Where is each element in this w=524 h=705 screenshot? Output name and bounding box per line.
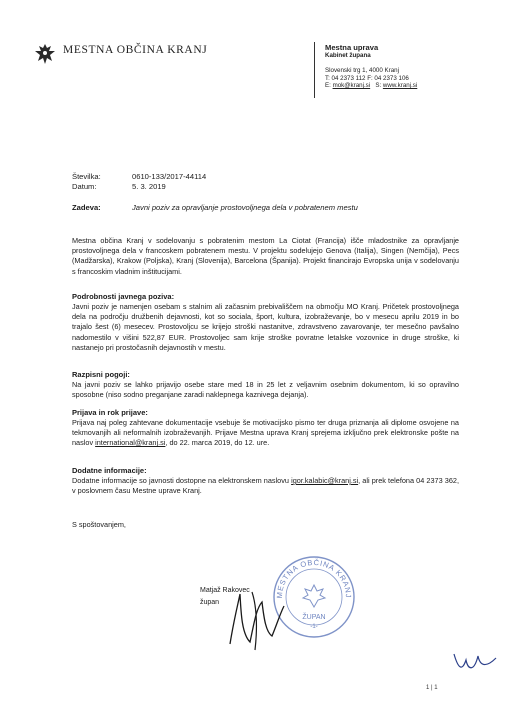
stamp-num: -1- (310, 624, 318, 630)
section-title-conditions: Razpisni pogoji: (72, 370, 130, 379)
signatory-name: Matjaž Rakovec (200, 587, 250, 594)
application-text-before: Prijava naj poleg zahtevane dokumentacije vsebuje še motivacijsko pismo ter druga priznanja ali diplome osvojene na tekmovanjih ali neformalnih izobraževanjih. Prijave Mestna uprava Kranj sprejema izključno prek elektronske pošte na naslov (72, 418, 459, 448)
eagle-icon (33, 42, 57, 66)
doc-date-value: 5. 3. 2019 (132, 182, 166, 191)
doc-number-value: 0610-133/2017-44114 (132, 172, 207, 181)
org-name: MESTNA OBČINA KRANJ (63, 44, 208, 56)
section-text-details: Javni poziv je namenjen osebam s stalnim ali začasnim prebivališčem na območju MO Kranj. Pričetek prostovoljnega dela na področju družbenih dejavnosti, kot so sociala, šport, kultura, izobraževanje, bo v mesecu aprilu 2019 in bo trajalo šest (6) mesecev. Prostovoljcu se krijejo stroški nastanitve, zdravstveno zavarovanje, ter mesečno pavšalno nadomestilo v višini 522,87 EUR. Prostovoljec sam krije stroške povratne letalske vozovnice in druge stroške, ki nastanejo pri prostočasnih dejavnostih v mestu. (72, 302, 459, 352)
doc-date-label: Datum: (72, 182, 97, 191)
application-text-after: , do 22. marca 2019, do 12. ure. (165, 438, 270, 448)
header-divider (314, 42, 315, 98)
doc-date-row (72, 182, 166, 191)
section-title-info: Dodatne informacije: (72, 466, 147, 475)
info-text-before: Dodatne informacije so javnosti dostopne na elektronskem naslovu (72, 476, 292, 485)
section-text-conditions: Na javni poziv se lahko prijavijo osebe stare med 18 in 25 let z veljavnim osebnim dokumentom, ki so opravilno sposobne (niso sodno preganjane zaradi naklepnega kaznivega dejanja). (72, 380, 459, 400)
info-email-link[interactable]: igor.kalabic@kranj.si (291, 476, 359, 485)
initials-scribble (450, 646, 500, 676)
application-email-link[interactable]: international@kranj.si (95, 438, 166, 448)
section-text-info (72, 476, 459, 496)
subject-value: Javni poziv za opravljanje prostovoljnega dela v pobratenem mestu (132, 203, 358, 212)
handwritten-signature (222, 584, 297, 654)
doc-number-label: Številka: (72, 172, 101, 181)
web-link[interactable]: www.kranj.si (382, 82, 418, 90)
cabinet-name: Kabinet župana (325, 51, 371, 59)
contact-block (325, 44, 417, 90)
section-title-details: Podrobnosti javnega poziva: (72, 292, 175, 301)
address: Slovenski trg 1, 4000 Kranj (325, 67, 399, 75)
closing-greeting: S spoštovanjem, (72, 520, 126, 529)
subject-row (72, 203, 358, 212)
phone-fax: T: 04 2373 112 F: 04 2373 106 (325, 74, 409, 82)
intro-paragraph: Mestna občina Kranj v sodelovanju s pobratenim mestom La Ciotat (Francija) išče mladostnike za opravljanje prostovoljnega dela v francoskem pobratenem mestu. V projektu sodelujejo Genova (Italija), Singen (Nemčija), Pecs (Madžarska), Krakow (Poljska), Kranj (Slovenija), Barcelona (Španija). Projekt financirajo Evropska unija v sodelovanju s francoskim vladnim inštitucijami. (72, 236, 459, 276)
coat-of-arms-logo (33, 42, 57, 66)
email-prefix: E: (325, 82, 333, 90)
section-title-application: Prijava in rok prijave: (72, 408, 148, 417)
doc-number-row (72, 172, 206, 181)
email-link[interactable]: mok@kranj.si (332, 82, 371, 90)
stamp-role: ŽUPAN (302, 614, 326, 621)
subject-label: Zadeva: (72, 203, 101, 212)
section-text-application (72, 418, 459, 449)
page-number: 1 | 1 (426, 685, 438, 691)
email-web-line (325, 82, 417, 90)
signatory-title: župan (200, 599, 220, 606)
web-prefix: S: (370, 82, 383, 90)
stamp-text: MESTNA OBČINA KRANJ (274, 557, 354, 599)
dept-name: Mestna uprava (325, 43, 379, 52)
info-text-after: , ali prek telefona 04 2373 362, v poslovnem času Mestne uprave Kranj. (72, 476, 459, 496)
